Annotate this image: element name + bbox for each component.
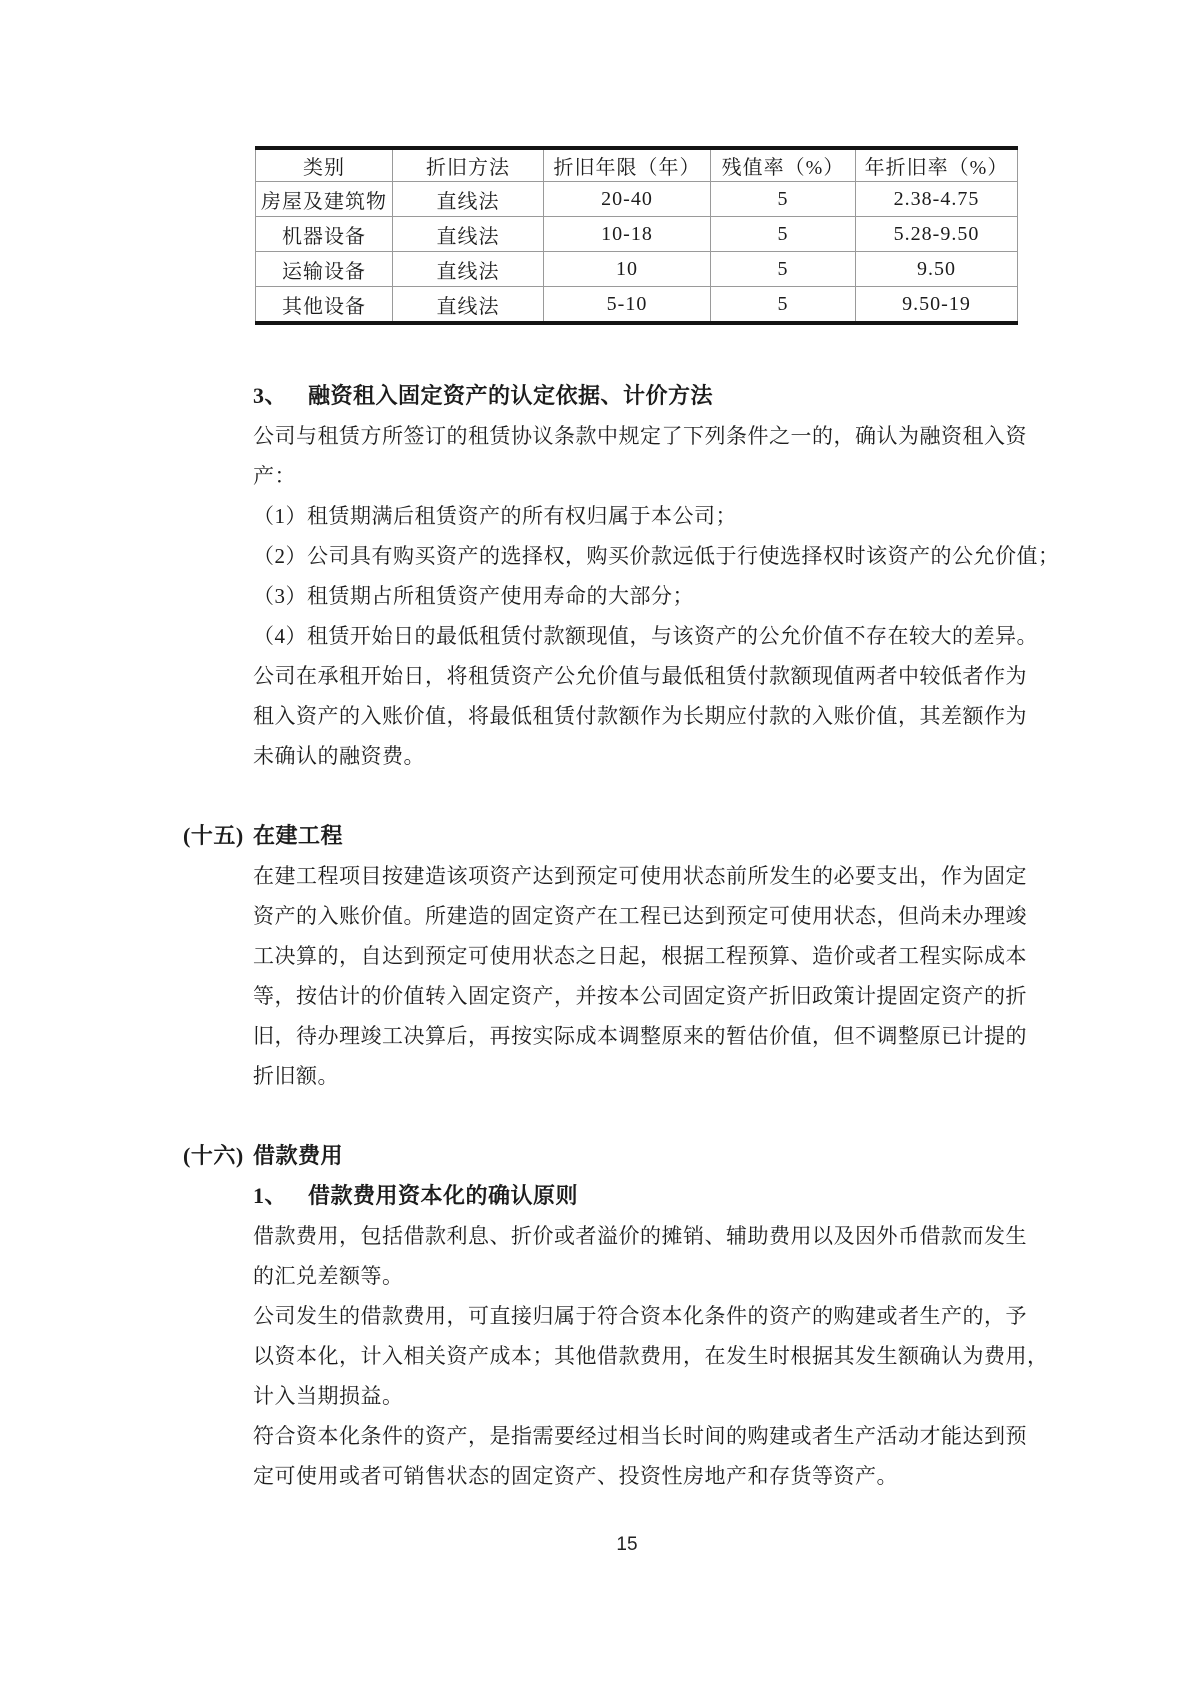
heading-number: (十五)	[183, 823, 244, 848]
body-line: 计入当期损益。	[253, 1384, 404, 1408]
table-header-cell: 类别	[256, 148, 393, 182]
paragraph-spacer	[183, 776, 1023, 816]
body-line: 公司发生的借款费用，可直接归属于符合资本化条件的资产的购建或者生产的，予	[253, 1304, 1027, 1328]
body-line: 符合资本化条件的资产，是指需要经过相当长时间的购建或者生产活动才能达到预	[253, 1424, 1027, 1448]
page-number: 15	[616, 1534, 638, 1555]
table-cell: 5	[711, 252, 856, 287]
table-row	[256, 252, 1018, 287]
body-line: 定可使用或者可销售状态的固定资产、投资性房地产和存货等资产。	[253, 1464, 898, 1488]
table-row	[256, 287, 1018, 324]
body-line: 产：	[253, 464, 296, 488]
table-cell: 直线法	[393, 287, 544, 324]
depreciation-table	[255, 146, 1017, 325]
table-cell: 运输设备	[256, 252, 393, 287]
body-line: 资产的入账价值。所建造的固定资产在工程已达到预定可使用状态，但尚未办理竣	[253, 904, 1027, 928]
body-line: 折旧额。	[253, 1064, 339, 1088]
table-cell: 5	[711, 217, 856, 252]
heading-title: 借款费用	[253, 1143, 344, 1168]
table-cell: 直线法	[393, 252, 544, 287]
depreciation-table-grid	[255, 146, 1018, 325]
table-row	[256, 182, 1018, 217]
sub-heading	[183, 1176, 1023, 1216]
table-cell: 2.38-4.75	[856, 182, 1018, 217]
table-cell: 直线法	[393, 217, 544, 252]
table-row	[256, 217, 1018, 252]
body-line: （3）租赁期占所租赁资产使用寿命的大部分；	[253, 584, 694, 608]
table-cell: 其他设备	[282, 295, 366, 318]
table-cell: 机器设备	[256, 217, 393, 252]
paragraph-spacer	[183, 1096, 1023, 1136]
sub-heading	[183, 376, 1023, 416]
body-line: 旧，待办理竣工决算后，再按实际成本调整原来的暂估价值，但不调整原已计提的	[253, 1024, 1027, 1048]
body-line: 等，按估计的价值转入固定资产，并按本公司固定资产折旧政策计提固定资产的折	[253, 984, 1027, 1008]
table-cell: 20-40	[544, 182, 711, 217]
table-cell: 10	[544, 252, 711, 287]
table-cell: 5	[711, 182, 856, 217]
heading-number: 3、	[253, 383, 288, 408]
heading-title: 融资租入固定资产的认定依据、计价方法	[308, 383, 714, 408]
body-line: 公司与租赁方所签订的租赁协议条款中规定了下列条件之一的，确认为融资租入资	[253, 424, 1027, 448]
body-line: 在建工程项目按建造该项资产达到预定可使用状态前所发生的必要支出，作为固定	[253, 864, 1027, 888]
table-cell: 房屋及建筑物	[256, 182, 393, 217]
table-header-row	[256, 148, 1018, 182]
body-line: 借款费用，包括借款利息、折价或者溢价的摊销、辅助费用以及因外币借款而发生	[253, 1224, 1027, 1248]
table-cell: 9.50-19	[856, 287, 1018, 324]
table-cell: 5-10	[544, 287, 711, 324]
table-body	[256, 182, 1018, 324]
body-line: 未确认的融资费。	[253, 744, 425, 768]
table-header-cell: 年折旧率（%）	[856, 148, 1018, 182]
heading-number: 1、	[253, 1183, 288, 1208]
body-line: 的汇兑差额等。	[253, 1264, 404, 1288]
body-line: 工决算的，自达到预定可使用状态之日起，根据工程预算、造价或者工程实际成本	[253, 944, 1027, 968]
table-cell: 5.28-9.50	[856, 217, 1018, 252]
heading-number: (十六)	[183, 1143, 244, 1168]
table-cell: 9.50	[856, 252, 1018, 287]
table-header-cell: 折旧年限（年）	[544, 148, 711, 182]
body-line: 以资本化，计入相关资产成本；其他借款费用，在发生时根据其发生额确认为费用，	[253, 1344, 1049, 1368]
table-cell: 10-18	[544, 217, 711, 252]
table-header-cell: 残值率（%）	[711, 148, 856, 182]
heading-title: 借款费用资本化的确认原则	[308, 1183, 579, 1208]
table-cell: 直线法	[393, 182, 544, 217]
table-header-cell: 折旧方法	[393, 148, 544, 182]
table-cell: 5	[711, 287, 856, 324]
body-line: （4）租赁开始日的最低租赁付款额现值，与该资产的公允价值不存在较大的差异。	[253, 624, 1038, 648]
body-line: 租入资产的入账价值，将最低租赁付款额作为长期应付款的入账价值，其差额作为	[253, 704, 1027, 728]
body-line: （1）租赁期满后租赁资产的所有权归属于本公司；	[253, 504, 737, 528]
section-heading	[183, 1136, 1023, 1176]
section-heading	[183, 816, 1023, 856]
body-line: （2）公司具有购买资产的选择权，购买价款远低于行使选择权时该资产的公允价值；	[253, 544, 1060, 568]
document-content	[183, 376, 1060, 1496]
body-line: 公司在承租开始日，将租赁资产公允价值与最低租赁付款额现值两者中较低者作为	[253, 664, 1027, 688]
heading-title: 在建工程	[253, 823, 344, 848]
